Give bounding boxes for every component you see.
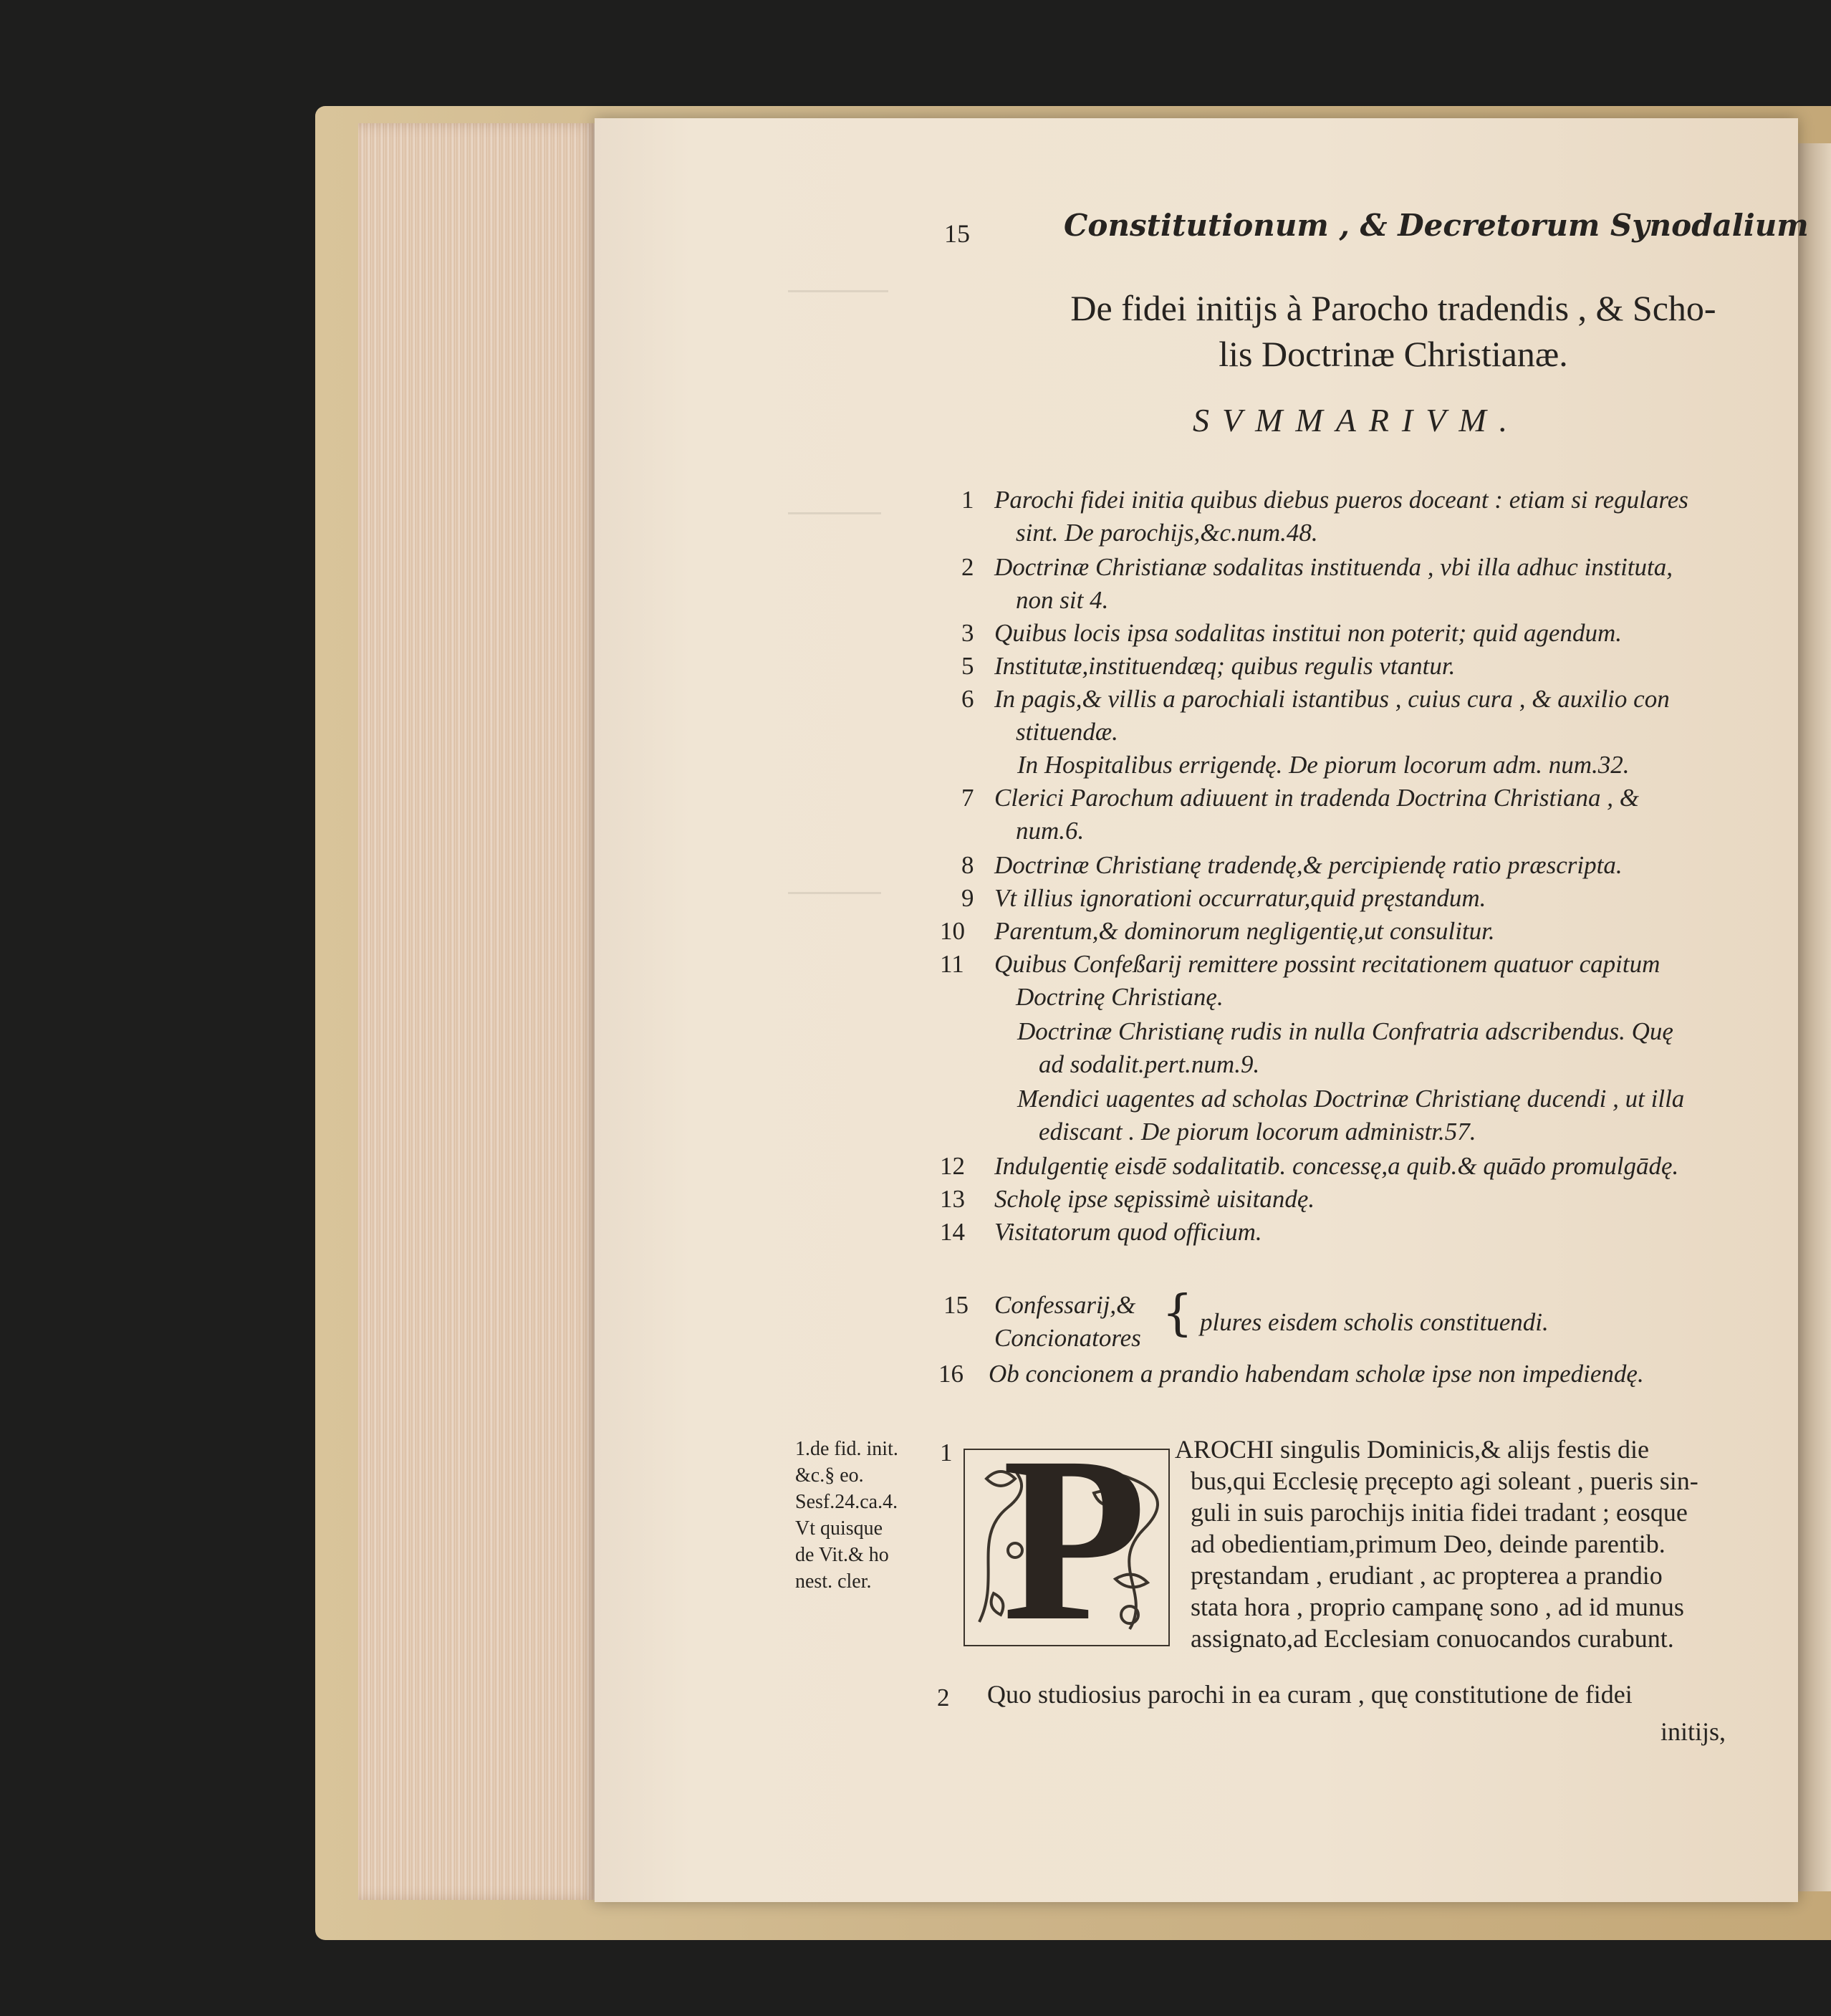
summary-item-text: Concionatores (994, 1324, 1141, 1352)
curly-brace-icon: { (1162, 1285, 1193, 1342)
summary-item-text: Parentum,& dominorum negligentię,ut consulitur. (994, 917, 1495, 945)
summary-item-text: Ob concionem a prandio habendam scholæ ipse non impediendę. (989, 1360, 1644, 1388)
summary-item-text: Mendici uagentes ad scholas Doctrinæ Christianę ducendi , ut illa (1017, 1085, 1685, 1113)
summary-item-number: 6 (961, 685, 974, 713)
summary-item-number: 12 (940, 1152, 965, 1180)
summary-item-text: plures eisdem scholis constituendi. (1200, 1308, 1549, 1336)
paragraph-1-line: ad obedientiam,primum Deo, deinde parentib. (1191, 1530, 1666, 1558)
summary-item-text: ediscant . De piorum locorum administr.57. (1039, 1118, 1476, 1146)
paragraph-1-line: guli in suis parochijs initia fidei tradant ; eosque (1191, 1498, 1688, 1527)
summary-item-text: Doctrinæ Christianę rudis in nulla Confratria adscribendus. Quę (1017, 1017, 1673, 1045)
summary-item-text: ad sodalit.pert.num.9. (1039, 1050, 1260, 1078)
paragraph-number: 2 (937, 1684, 950, 1712)
summary-item-number: 10 (940, 917, 965, 945)
summary-item-text: Confessarij,& (994, 1291, 1136, 1319)
summary-item-text: Clerici Parochum adiuuent in tradenda Doctrina Christiana , & (994, 784, 1639, 812)
summary-item-text: Parochi fidei initia quibus diebus pueros doceant : etiam si regulares (994, 486, 1688, 514)
margin-note-line: &c.§ eo. (795, 1464, 864, 1487)
summary-item-text: Visitatorum quod officium. (994, 1218, 1262, 1246)
decorated-initial-p-icon (963, 1408, 1170, 1670)
summary-item-number: 15 (943, 1291, 969, 1319)
paragraph-1-line: pręstandam , erudiant , ac propterea a prandio (1191, 1561, 1663, 1590)
catchword: initijs, (1661, 1717, 1726, 1746)
summary-item-text: Quibus locis ipsa sodalitas institui non poterit; quid agendum. (994, 619, 1622, 647)
summary-item-text: non sit 4. (1016, 586, 1109, 614)
margin-note-line: nest. cler. (795, 1570, 872, 1593)
paragraph-1-line: bus,qui Ecclesię pręcepto agi soleant , pueris sin- (1191, 1467, 1698, 1495)
summary-item-number: 13 (940, 1185, 965, 1213)
running-title: Constitutionum , & Decretorum Synodalium (1064, 208, 1809, 243)
paragraph-1-line: AROCHI singulis Dominicis,& alijs festis die (1175, 1435, 1649, 1464)
summary-item-text: Vt illius ignorationi occurratur,quid pręstandum. (994, 884, 1486, 912)
summary-item-text: Doctrinæ Christianæ sodalitas instituenda , vbi illa adhuc instituta, (994, 553, 1673, 581)
margin-note (795, 1436, 938, 1595)
initial-letter: P (1002, 1408, 1147, 1670)
summary-item-text: Scholę ipse sępissimè uisitandę. (994, 1185, 1315, 1213)
margin-note-line: Sesf.24.ca.4. (795, 1491, 898, 1513)
summary-item-number: 8 (961, 851, 974, 879)
summary-item-text: Institutæ,instituendæq; quibus regulis vtantur. (994, 652, 1456, 680)
facing-page-edge (1798, 143, 1831, 1891)
summary-item-text: num.6. (1016, 817, 1085, 845)
summary-item-number: 14 (940, 1218, 965, 1246)
paragraph-1-line: assignato,ad Ecclesiam conuocandos curabunt. (1191, 1624, 1674, 1653)
page-edges (358, 123, 602, 1900)
summary-item-number: 2 (961, 553, 974, 581)
summary-item-text: sint. De parochijs,&c.num.48. (1016, 519, 1318, 547)
summary-item-number: 11 (940, 950, 964, 978)
summary-item-number: 3 (961, 619, 974, 647)
margin-note-line: 1.de fid. init. (795, 1438, 898, 1460)
chapter-title (996, 285, 1791, 377)
summary-item-text: Doctrinę Christianę. (1016, 983, 1224, 1011)
summary-item-number: 1 (961, 486, 974, 514)
summary-item-text: Quibus Confeßarij remittere possint recitationem quatuor capitum (994, 950, 1661, 978)
summary-item-text: In Hospitalibus errigendę. De piorum locorum adm. num.32. (1017, 751, 1630, 779)
summary-item-number: 16 (938, 1360, 963, 1388)
summary-item-number: 9 (961, 884, 974, 912)
summary-item-number: 5 (961, 652, 974, 680)
paragraph-1-line: stata hora , proprio campanę sono , ad id munus (1191, 1593, 1684, 1621)
chapter-title-line-2: lis Doctrinæ Christianæ. (1219, 334, 1568, 374)
page-number: 15 (944, 219, 970, 248)
summary-heading: SVMMARIVM. (1193, 402, 1521, 438)
margin-note-line: de Vit.& ho (795, 1544, 889, 1566)
summary-item-text: In pagis,& villis a parochiali istantibus , cuius cura , & auxilio con (994, 685, 1670, 713)
margin-note-line: Vt quisque (795, 1517, 883, 1540)
summary-item-text: Doctrinæ Christianę tradendę,& percipiendę ratio præscripta. (994, 851, 1623, 879)
chapter-title-line-1: De fidei initijs à Parocho tradendis , & Scho- (1070, 288, 1716, 328)
summary-item-text: Indulgentię eisdē sodalitatib. concessę,a quib.& quādo promulgādę. (994, 1152, 1679, 1180)
paragraph-number: 1 (940, 1439, 953, 1467)
paragraph-2-line: Quo studiosius parochi in ea curam , quę constitutione de fidei (987, 1680, 1633, 1709)
summary-item-text: stituendæ. (1016, 718, 1118, 746)
summary-item-number: 7 (961, 784, 974, 812)
